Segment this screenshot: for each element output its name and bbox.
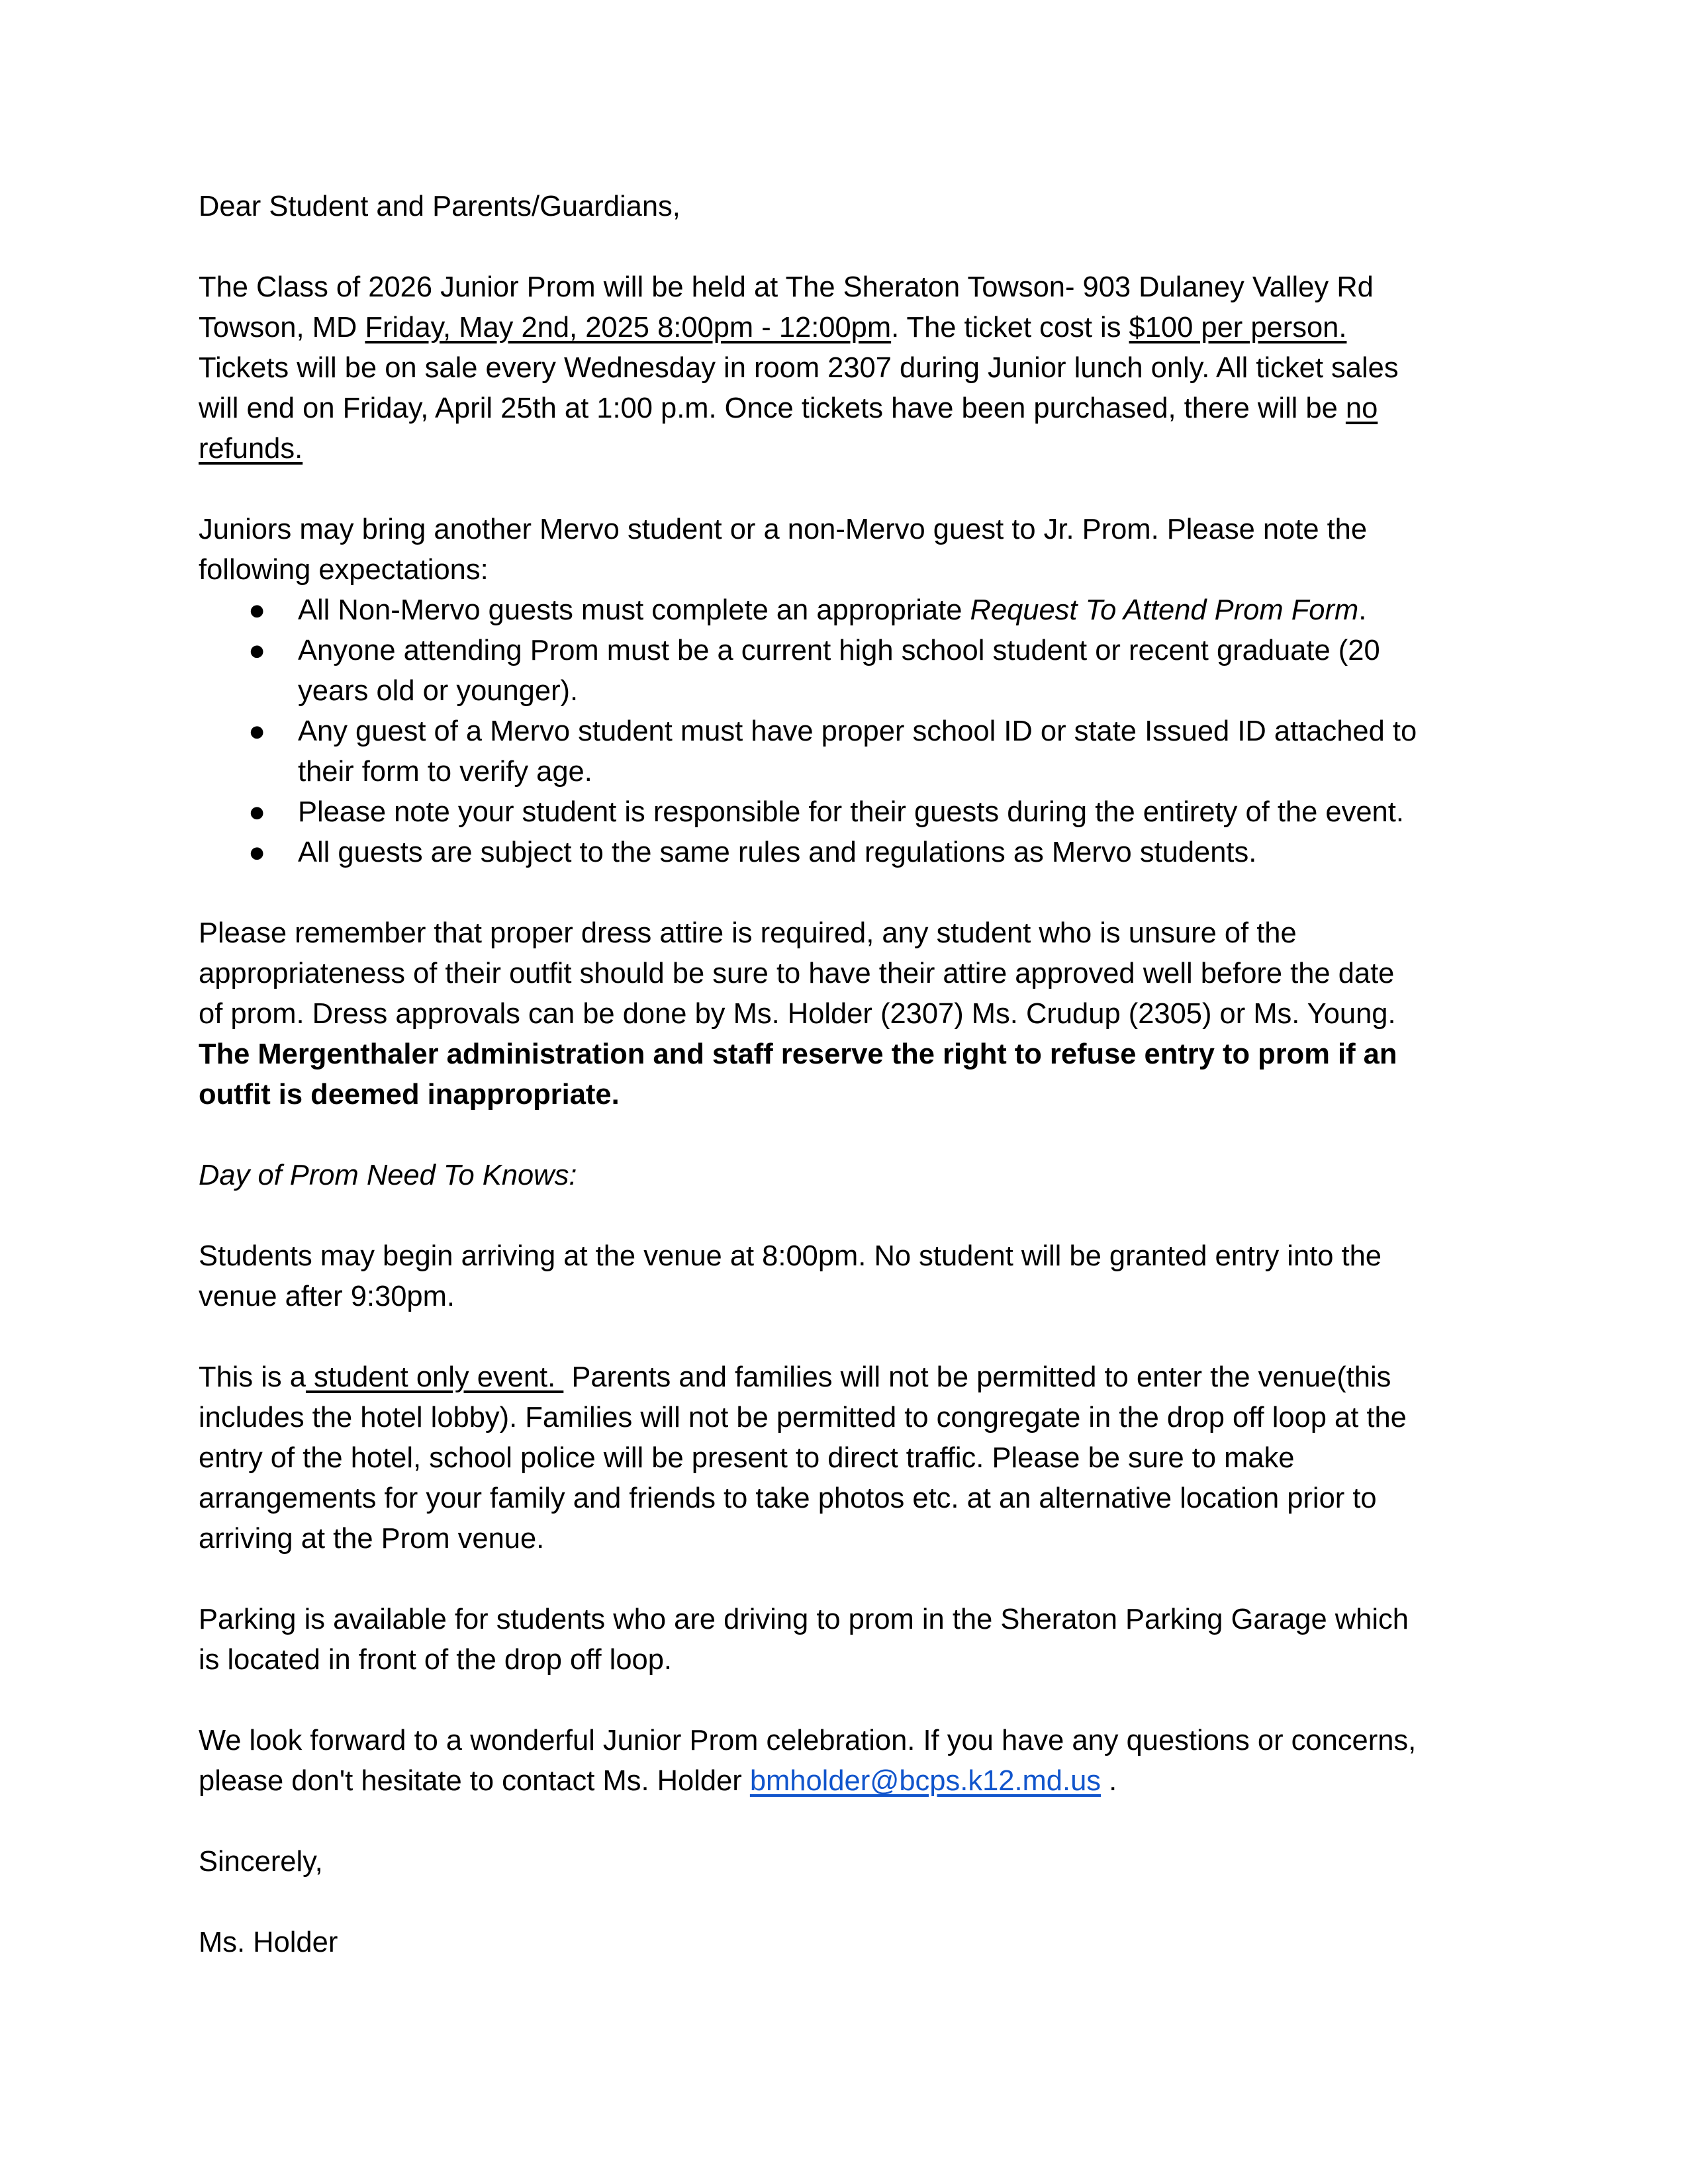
list-item	[199, 792, 1489, 833]
student-only-emphasis: student only event.	[305, 1361, 564, 1393]
student-only-text: Parents and families will not be permitted to enter the venue(this	[563, 1361, 1391, 1393]
intro-text: . The ticket cost is	[891, 312, 1129, 343]
no-refunds-text: refunds.	[199, 433, 303, 465]
list-item-text: All Non-Mervo guests must complete an appropriate	[298, 594, 970, 626]
dress-line: Please remember that proper dress attire is required, any student who is unsure of the	[199, 917, 1297, 949]
list-item-text: All guests are subject to the same rules and regulations as Mervo students.	[298, 837, 1257, 868]
no-refunds-text: no	[1345, 392, 1378, 424]
bullet-icon: ●	[248, 715, 266, 747]
dress-line: appropriateness of their outfit should be sure to have their attire approved well before the date	[199, 958, 1395, 989]
expectations-list	[199, 590, 1489, 873]
guests-line: Juniors may bring another Mervo student or a non-Mervo guest to Jr. Prom. Please note the	[199, 514, 1368, 545]
parking-line: is located in front of the drop off loop.	[199, 1644, 672, 1676]
intro-line: The Class of 2026 Junior Prom will be held at The Sheraton Towson- 903 Dulaney Valley Rd	[199, 271, 1374, 303]
intro-line	[199, 429, 1489, 469]
signoff: Sincerely,	[199, 1846, 323, 1878]
request-form-name: Request To Attend Prom Form	[970, 594, 1359, 626]
intro-paragraph	[199, 267, 1489, 469]
dress-paragraph	[199, 913, 1489, 1115]
closing-paragraph	[199, 1721, 1489, 1801]
student-only-line: arriving at the Prom venue.	[199, 1523, 545, 1555]
student-only-paragraph	[199, 1357, 1489, 1559]
list-item	[199, 631, 1489, 671]
closing-line: We look forward to a wonderful Junior Prom celebration. If you have any questions or concerns,	[199, 1725, 1417, 1756]
intro-line: Tickets will be on sale every Wednesday in room 2307 during Junior lunch only. All ticket sales	[199, 352, 1399, 384]
closing-text: please don't hesitate to contact Ms. Holder	[199, 1765, 750, 1797]
guests-paragraph	[199, 510, 1489, 873]
letter-body	[199, 187, 1489, 1963]
student-only-line	[199, 1357, 1489, 1398]
bullet-icon: ●	[248, 837, 266, 868]
closing-text: .	[1101, 1765, 1117, 1797]
list-item-continuation	[199, 671, 1489, 711]
student-only-line: entry of the hotel, school police will be present to direct traffic. Please be sure to make	[199, 1442, 1295, 1474]
list-item-text: their form to verify age.	[298, 756, 592, 788]
bullet-icon: ●	[248, 594, 266, 626]
list-item-text: Please note your student is responsible for their guests during the entirety of the event.	[298, 796, 1404, 828]
list-item-text: Any guest of a Mervo student must have proper school ID or state Issued ID attached to	[298, 715, 1417, 747]
dress-line: of prom. Dress approvals can be done by Ms. Holder (2307) Ms. Crudup (2305) or Ms. Young.	[199, 998, 1396, 1030]
arrival-line: venue after 9:30pm.	[199, 1281, 455, 1312]
parking-line: Parking is available for students who are driving to prom in the Sheraton Parking Garage which	[199, 1604, 1409, 1635]
ticket-price: $100 per person.	[1129, 312, 1347, 343]
intro-text: Towson, MD	[199, 312, 365, 343]
greeting: Dear Student and Parents/Guardians,	[199, 191, 680, 222]
dress-warning: outfit is deemed inappropriate.	[199, 1079, 620, 1111]
list-item	[199, 833, 1489, 873]
list-item-text: Anyone attending Prom must be a current high school student or recent graduate (20	[298, 635, 1380, 666]
section-heading: Day of Prom Need To Knows:	[199, 1160, 577, 1191]
signature: Ms. Holder	[199, 1927, 338, 1958]
arrival-paragraph	[199, 1236, 1489, 1317]
student-only-line: includes the hotel lobby). Families will not be permitted to congregate in the drop off loop at the	[199, 1402, 1407, 1433]
guests-line: following expectations:	[199, 554, 489, 586]
student-only-text: This is a	[199, 1361, 306, 1393]
intro-line	[199, 388, 1489, 429]
bullet-icon: ●	[248, 796, 266, 828]
dress-warning: The Mergenthaler administration and staff reserve the right to refuse entry to prom if an	[199, 1038, 1397, 1070]
bullet-icon: ●	[248, 635, 266, 666]
arrival-line: Students may begin arriving at the venue at 8:00pm. No student will be granted entry into the	[199, 1240, 1382, 1272]
list-item-continuation	[199, 752, 1489, 792]
parking-paragraph	[199, 1600, 1489, 1680]
email-link[interactable]: bmholder@bcps.k12.md.us	[749, 1765, 1102, 1797]
list-item	[199, 711, 1489, 752]
intro-line	[199, 308, 1489, 348]
list-item	[199, 590, 1489, 631]
list-item-text: years old or younger).	[298, 675, 579, 707]
event-date: Friday, May 2nd, 2025 8:00pm - 12:00pm	[365, 312, 892, 343]
closing-line	[199, 1761, 1489, 1801]
intro-text: will end on Friday, April 25th at 1:00 p.m. Once tickets have been purchased, there will be	[199, 392, 1346, 424]
list-item-text: .	[1358, 594, 1367, 626]
student-only-line: arrangements for your family and friends to take photos etc. at an alternative location prior to	[199, 1482, 1377, 1514]
